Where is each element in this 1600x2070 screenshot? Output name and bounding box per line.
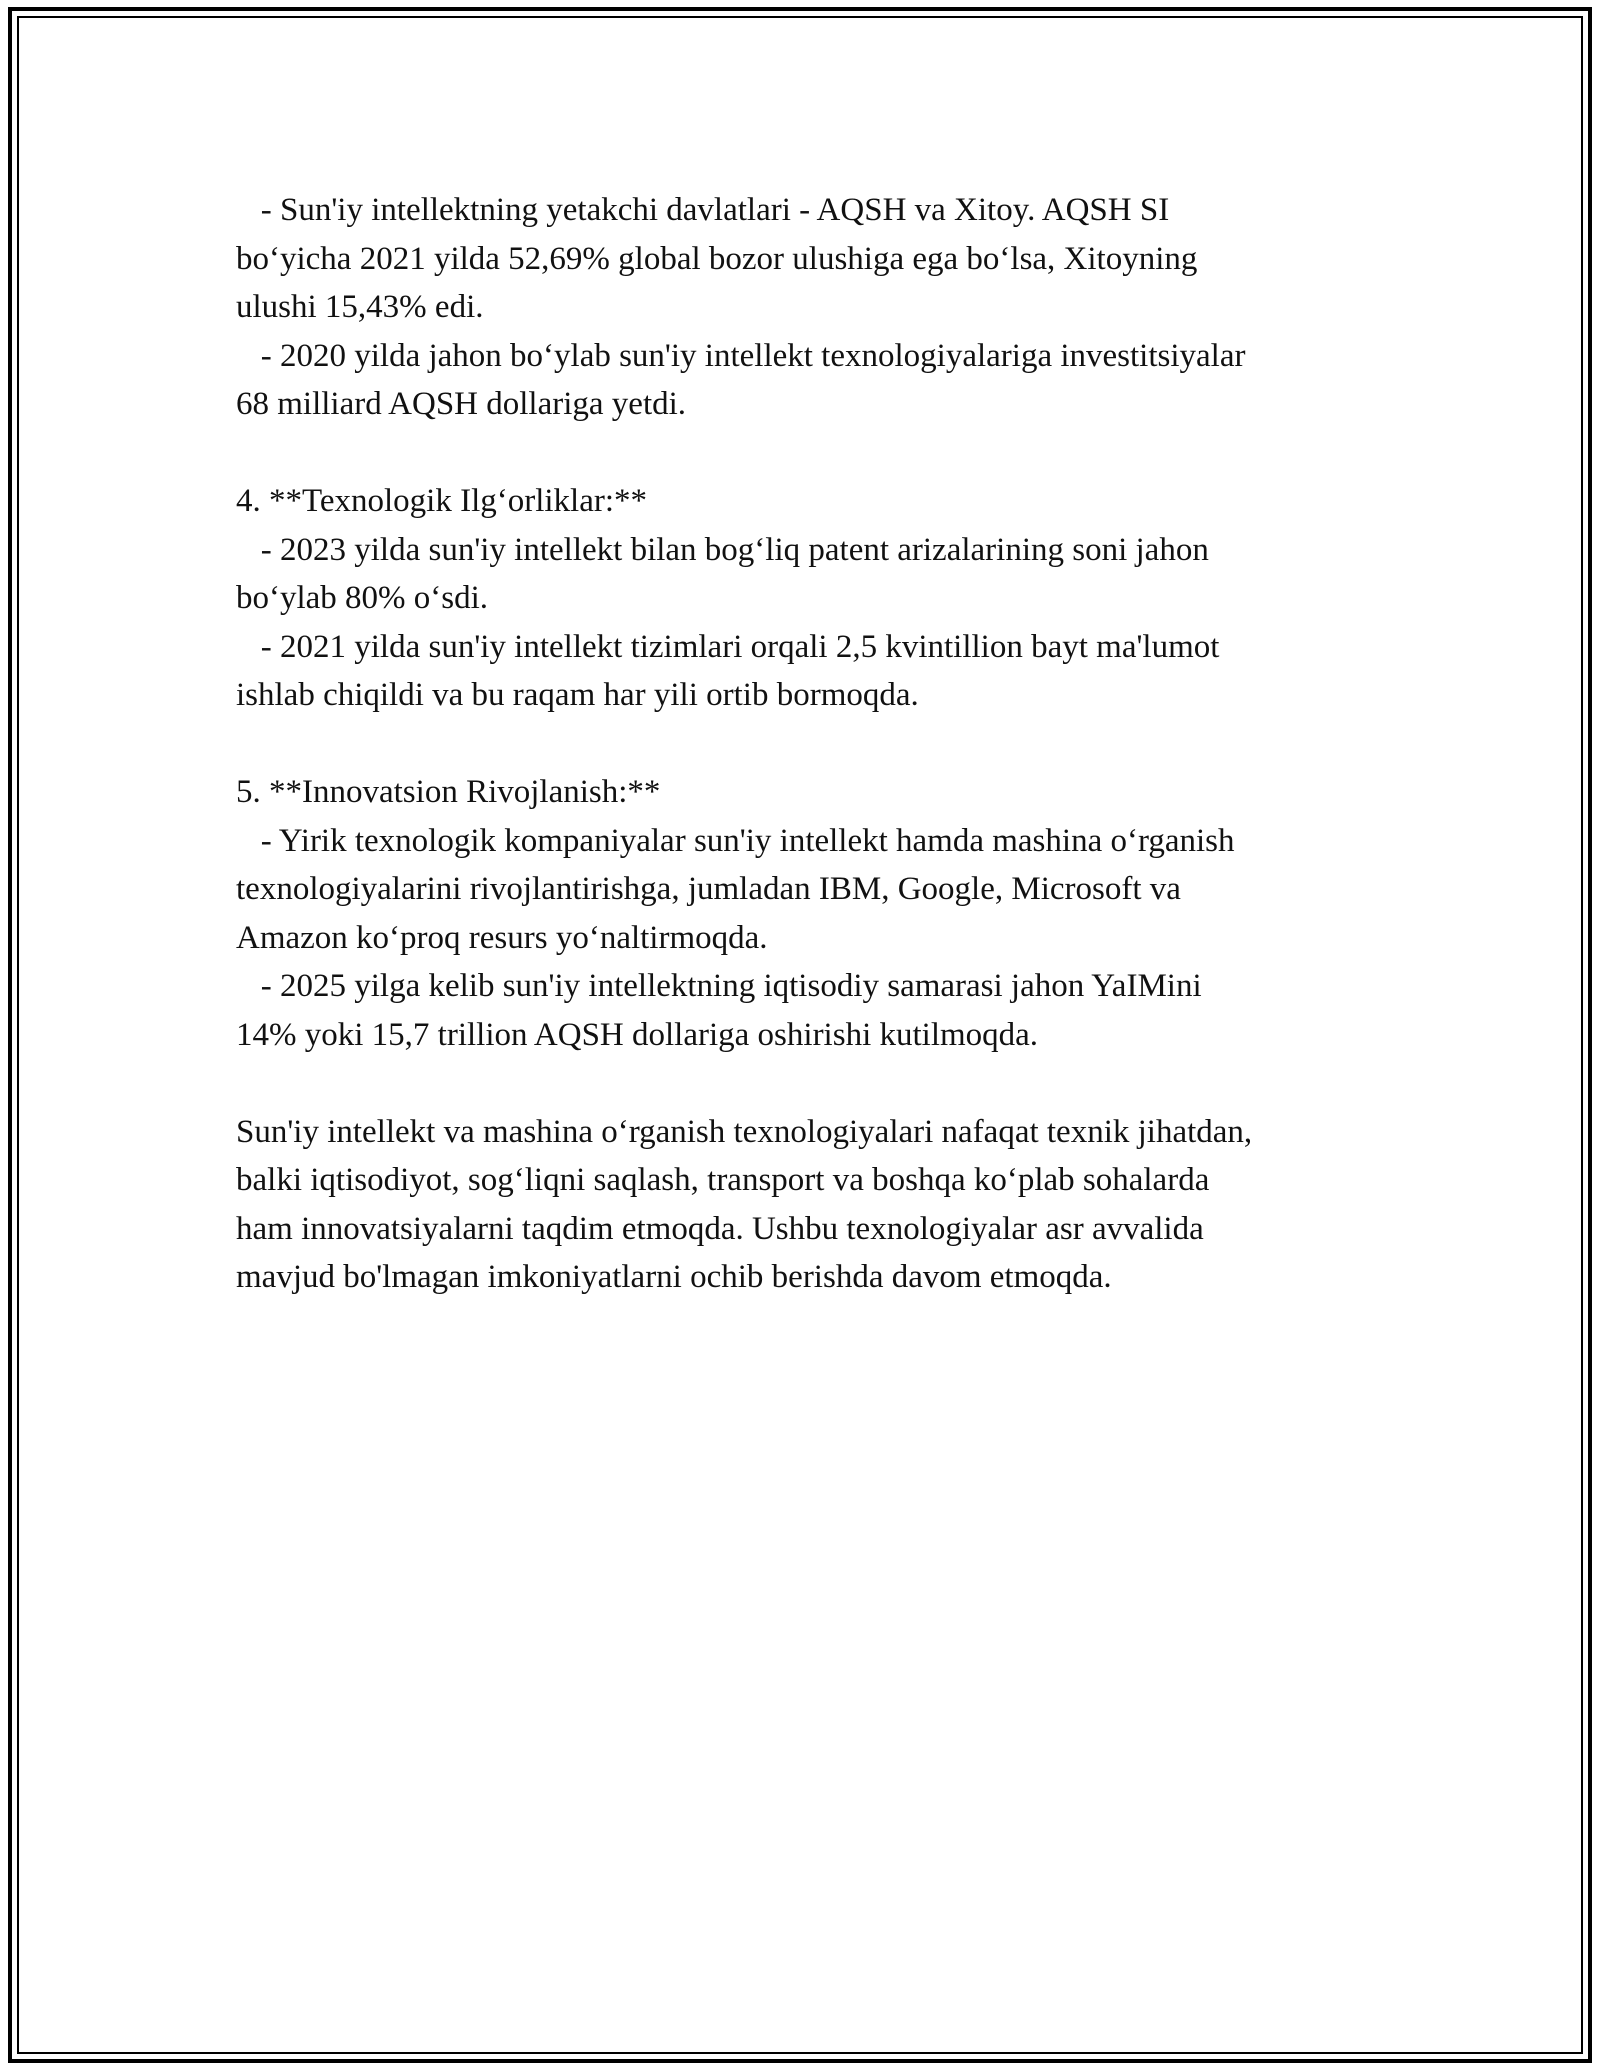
text-line: - Sun'iy intellektning yetakchi davlatlari - AQSH va Xitoy. AQSH SI bbox=[236, 192, 1170, 228]
text-line: - 2023 yilda sun'iy intellekt bilan bog‘liq patent arizalarining soni jahon bbox=[236, 531, 1209, 568]
list-item-investments bbox=[236, 332, 1376, 429]
text-line: - 2021 yilda sun'iy intellekt tizimlari orqali 2,5 kvintillion bayt ma'lumot bbox=[236, 628, 1220, 665]
list-item-economic-impact bbox=[236, 962, 1376, 1059]
section-innovative-development bbox=[236, 768, 1376, 1059]
paragraph-spacer bbox=[236, 429, 1376, 478]
text-line: ham innovatsiyalarni taqdim etmoqda. Ushbu texnologiyalar asr avvalida bbox=[236, 1210, 1204, 1247]
list-item-companies bbox=[236, 817, 1376, 963]
text-line: mavjud bo'lmagan imkoniyatlarni ochib berishda davom etmoqda. bbox=[236, 1259, 1112, 1295]
text-line: ulushi 15,43% edi. bbox=[236, 289, 484, 325]
text-line: Sun'iy intellekt va mashina o‘rganish texnologiyalari nafaqat texnik jihatdan, bbox=[236, 1113, 1253, 1150]
text-line: texnologiyalarini rivojlantirishga, jumladan IBM, Google, Microsoft va bbox=[236, 871, 1181, 907]
paragraph-spacer bbox=[236, 1059, 1376, 1108]
text-line: - Yirik texnologik kompaniyalar sun'iy intellekt hamda mashina o‘rganish bbox=[236, 822, 1235, 859]
paragraph-spacer bbox=[236, 720, 1376, 769]
section-heading: 5. **Innovatsion Rivojlanish:** bbox=[236, 774, 661, 810]
document-body bbox=[236, 186, 1376, 1302]
section-technological-advances bbox=[236, 477, 1376, 720]
list-item-data-volume bbox=[236, 623, 1376, 720]
text-line: bo‘ylab 80% o‘sdi. bbox=[236, 580, 489, 616]
section-heading: 4. **Texnologik Ilg‘orliklar:** bbox=[236, 483, 648, 519]
text-line: 68 milliard AQSH dollariga yetdi. bbox=[236, 386, 687, 422]
text-line: - 2025 yilga kelib sun'iy intellektning iqtisodiy samarasi jahon YaIMini bbox=[236, 968, 1202, 1004]
text-line: Amazon ko‘proq resurs yo‘naltirmoqda. bbox=[236, 919, 768, 956]
text-line: - 2020 yilda jahon bo‘ylab sun'iy intellekt texnologiyalariga investitsiyalar bbox=[236, 337, 1246, 374]
text-line: 14% yoki 15,7 trillion AQSH dollariga oshirishi kutilmoqda. bbox=[236, 1016, 1039, 1053]
text-line: ishlab chiqildi va bu raqam har yili ortib bormoqda. bbox=[236, 677, 919, 713]
conclusion-paragraph bbox=[236, 1108, 1376, 1302]
text-line: balki iqtisodiyot, sog‘liqni saqlash, transport va boshqa ko‘plab sohalarda bbox=[236, 1162, 1210, 1198]
list-item-market-share bbox=[236, 186, 1376, 332]
text-line: bo‘yicha 2021 yilda 52,69% global bozor ulushiga ega bo‘lsa, Xitoyning bbox=[236, 240, 1198, 277]
list-item-patents bbox=[236, 526, 1376, 623]
